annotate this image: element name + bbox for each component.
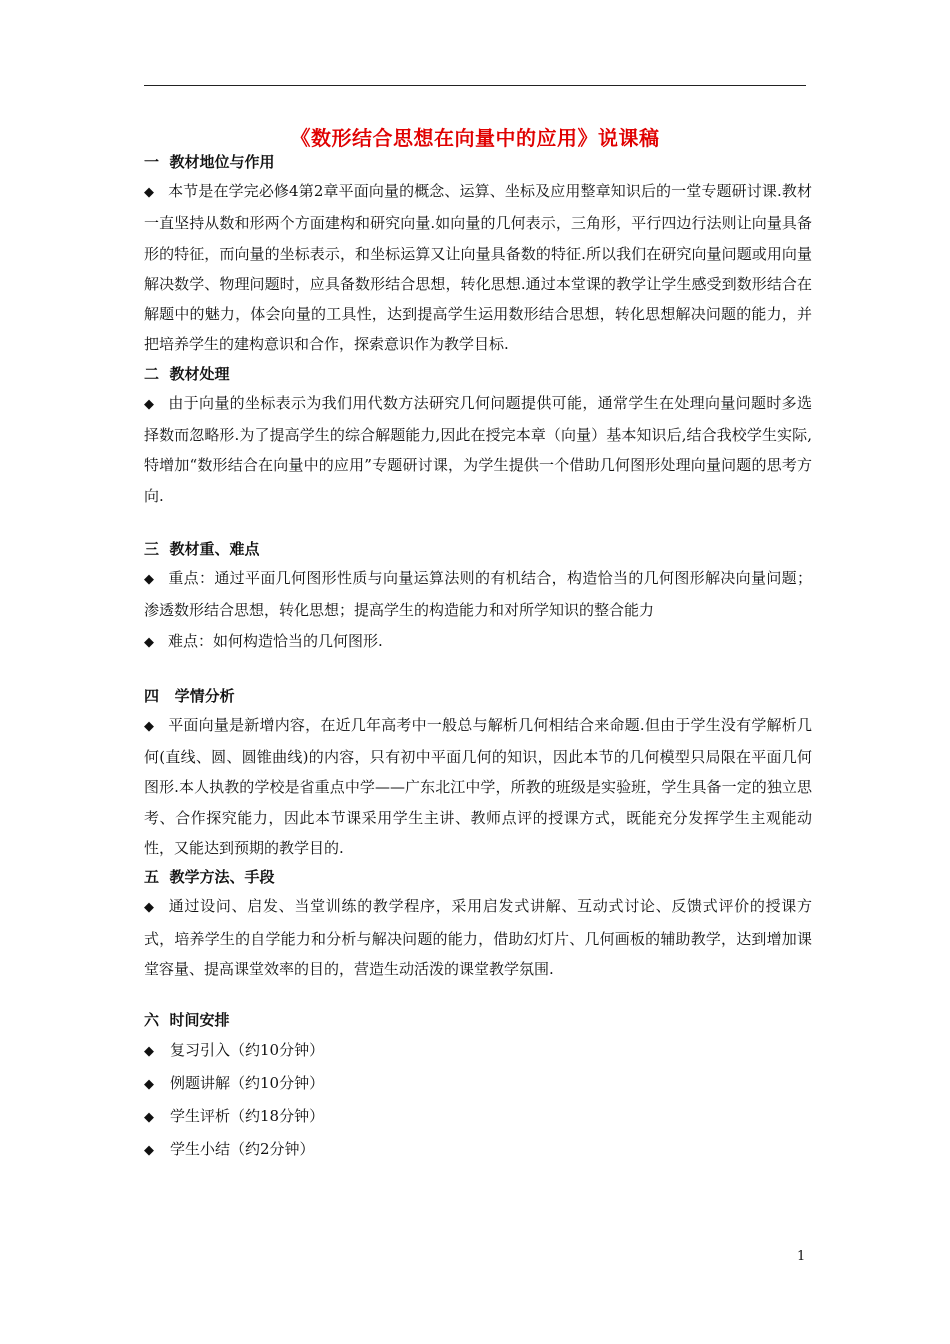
list-item: ◆ 学生评析（约18分钟） xyxy=(144,1100,812,1133)
bullet-icon: ◆ xyxy=(144,571,154,587)
list-item: ◆ 学生小结（约2分钟） xyxy=(144,1133,812,1166)
bullet-icon: ◆ xyxy=(144,185,154,200)
list-item: ◆ 例题讲解（约10分钟） xyxy=(144,1067,812,1100)
bullet-icon: ◆ xyxy=(144,1077,154,1093)
section-heading: 六 时间安排 xyxy=(144,1011,230,1030)
document-title: 《数形结合思想在向量中的应用》说课稿 xyxy=(290,126,660,150)
section-paragraph: ◆ 本节是在学完必修4第2章平面向量的概念、运算、坐标及应用整章知识后的一堂专题研讨课.教材一直坚持从数和形两个方面建构和研究向量.如向量的几何表示，三角形，平行四边行法则让向量具备形的特征，而向量的坐标表示，和坐标运算又让向量具备数的特征.所以我们在研究向量问题或用向量解决数学、物理问题时，应具备数形结合思想，转化思想.通过本堂课的教学让学生感受到数形结合在解题中的魅力，体会向量的工具性，达到提高学生运用数形结合思想，转化思想解决问题的能力，并把培养学生的建构意识和合作，探索意识作为教学目标. xyxy=(144,176,812,360)
section-paragraph: ◆ 重点：通过平面几何图形性质与向量运算法则的有机结合，构造恰当的几何图形解决向量问题；渗透数形结合思想，转化思想；提高学生的构造能力和对所学知识的整合能力 xyxy=(144,563,812,626)
list-item: ◆ 复习引入（约10分钟） xyxy=(144,1034,812,1067)
bullet-icon: ◆ xyxy=(144,1044,154,1060)
page-number: 1 xyxy=(797,1249,806,1264)
bullet-icon: ◆ xyxy=(144,1143,154,1159)
section-heading: 二 教材处理 xyxy=(144,364,230,383)
section-paragraph: ◆ 由于向量的坐标表示为我们用代数方法研究几何问题提供可能，通常学生在处理向量问题时多选择数而忽略形.为了提高学生的综合解题能力,因此在授完本章（向量）基本知识后,结合我校学生实际,特增加“数形结合在向量中的应用”专题研讨课，为学生提供一个借助几何图形处理向量问题的思考方向. xyxy=(144,388,812,511)
header-rule xyxy=(144,85,806,86)
bullet-icon: ◆ xyxy=(144,900,154,916)
bullet-icon: ◆ xyxy=(144,634,154,650)
section-paragraph: ◆ 平面向量是新增内容，在近几年高考中一般总与解析几何相结合来命题.但由于学生没有学解析几何(直线、圆、圆锥曲线)的内容，只有初中平面几何的知识，因此本节的几何模型只局限在平面几何图形.本人执教的学校是省重点中学——广东北江中学，所教的班级是实验班，学生具备一定的独立思考、合作探究能力，因此本节课采用学生主讲、教师点评的授课方式，既能充分发挥学生主观能动性，又能达到预期的教学目的. xyxy=(144,710,812,863)
bullet-icon: ◆ xyxy=(144,396,154,412)
bullet-icon: ◆ xyxy=(144,718,154,734)
section-paragraph: ◆ 通过设问、启发、当堂训练的教学程序，采用启发式讲解、互动式讨论、反馈式评价的授课方式，培养学生的自学能力和分析与解决问题的能力，借助幻灯片、几何画板的辅助教学，达到增加课堂容量、提高课堂效率的目的，营造生动活泼的课堂教学氛围. xyxy=(144,891,812,984)
bullet-icon: ◆ xyxy=(144,1110,154,1126)
section-paragraph: ◆ 难点：如何构造恰当的几何图形. xyxy=(144,626,812,658)
section-heading: 五 教学方法、手段 xyxy=(144,868,275,887)
section-heading: 三 教材重、难点 xyxy=(144,539,260,558)
document-body xyxy=(144,148,812,1166)
section-heading: 一 教材地位与作用 xyxy=(144,153,275,171)
section-heading: 四 学情分析 xyxy=(144,686,235,705)
